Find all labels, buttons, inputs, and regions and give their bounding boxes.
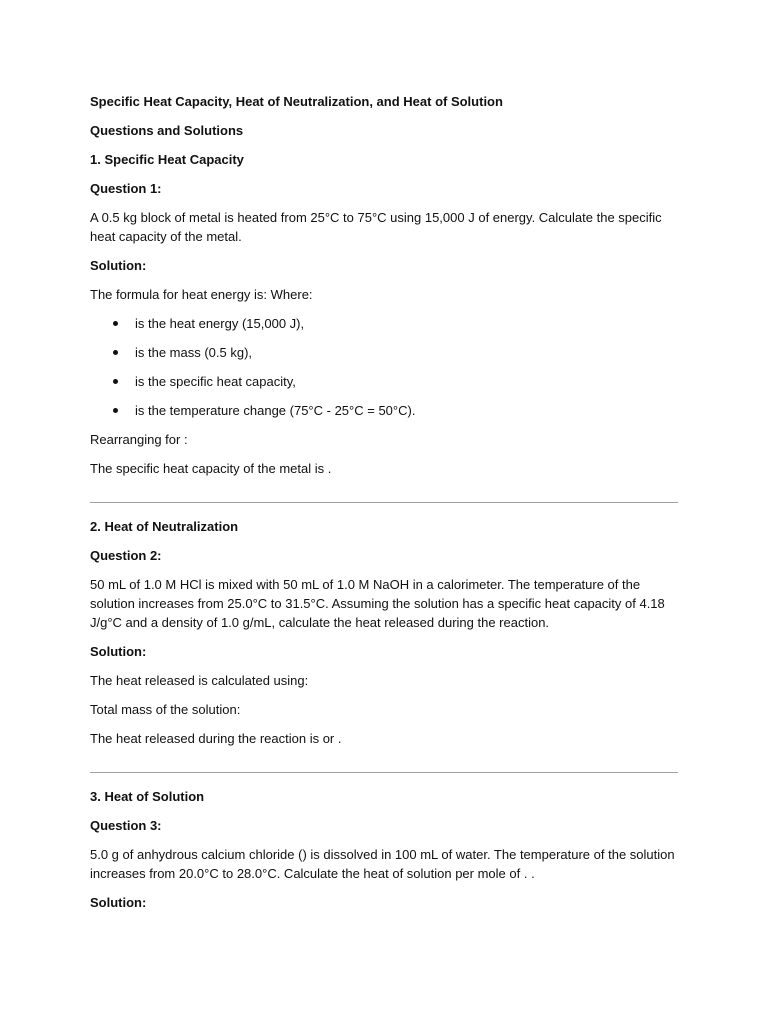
section-heading-heat-of-solution: 3. Heat of Solution (90, 789, 205, 804)
section-heading-neutralization: 2. Heat of Neutralization (90, 519, 239, 534)
question-3-label: Question 3: (90, 818, 162, 833)
solution-2-line-3: The heat released during the reaction is or . (90, 731, 342, 746)
question-1-text: A 0.5 kg block of metal is heated from 25°C to 75°C using 15,000 J of energy. Calculate the specific heat capacity of the metal. (90, 210, 662, 244)
solution-3-label: Solution: (90, 895, 147, 910)
list-item-text: is the temperature change (75°C - 25°C = 50°C). (135, 403, 416, 418)
list-item-text: is the heat energy (15,000 J), (135, 316, 305, 331)
list-item (90, 314, 678, 333)
bullet-icon (113, 350, 118, 355)
document-content (90, 92, 678, 912)
list-item-text: is the mass (0.5 kg), (135, 345, 253, 360)
formula-intro: The formula for heat energy is: Where: (90, 287, 313, 302)
bullet-icon (113, 408, 118, 413)
variable-list (90, 314, 678, 420)
solution-2-line-1: The heat released is calculated using: (90, 673, 309, 688)
list-item (90, 343, 678, 362)
conclusion-1-text: The specific heat capacity of the metal is . (90, 461, 332, 476)
bullet-icon (113, 379, 118, 384)
document-subtitle: Questions and Solutions (90, 123, 244, 138)
bullet-icon (113, 321, 118, 326)
list-item (90, 372, 678, 391)
question-1-label: Question 1: (90, 181, 162, 196)
rearranging-text: Rearranging for : (90, 432, 188, 447)
solution-1-label: Solution: (90, 258, 147, 273)
document-title: Specific Heat Capacity, Heat of Neutralization, and Heat of Solution (90, 94, 503, 109)
list-item (90, 401, 678, 420)
question-2-text: 50 mL of 1.0 M HCl is mixed with 50 mL of 1.0 M NaOH in a calorimeter. The temperature of the solution increases from 25.0°C to 31.5°C. Assuming the solution has a specific heat capacity of 4.18 J/g°C and a density of 1.0 g/mL, calculate the heat released during the reaction. (90, 577, 665, 630)
section-divider (90, 772, 678, 773)
list-item-text: is the specific heat capacity, (135, 374, 296, 389)
section-heading-specific-heat: 1. Specific Heat Capacity (90, 152, 244, 167)
question-2-label: Question 2: (90, 548, 162, 563)
section-divider (90, 502, 678, 503)
solution-2-label: Solution: (90, 644, 147, 659)
question-3-text: 5.0 g of anhydrous calcium chloride () is dissolved in 100 mL of water. The temperature of the solution increases from 20.0°C to 28.0°C. Calculate the heat of solution per mole of . . (90, 847, 675, 881)
solution-2-line-2: Total mass of the solution: (90, 702, 241, 717)
